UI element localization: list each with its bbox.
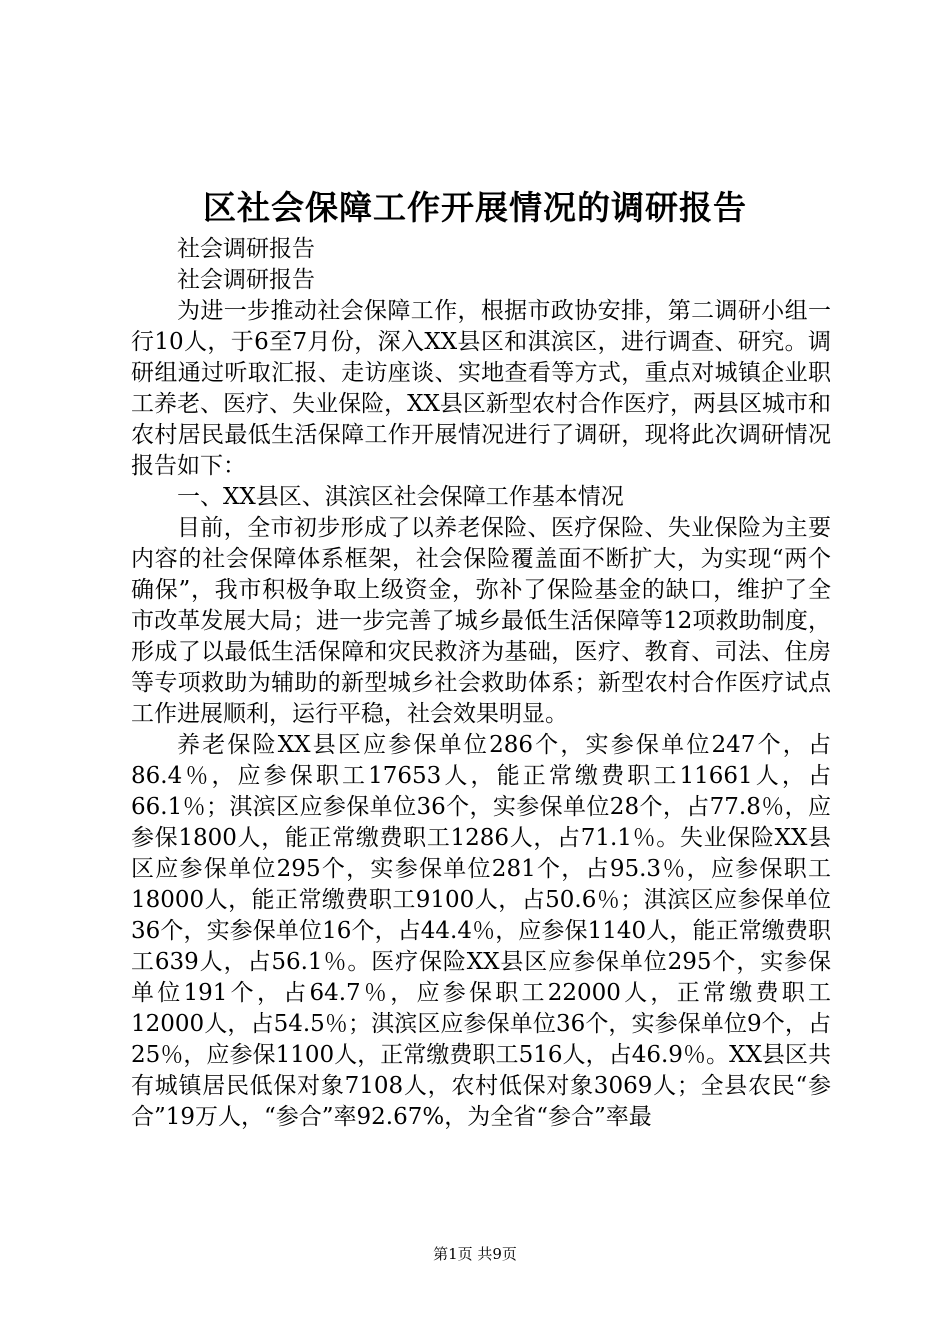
document-body bbox=[131, 234, 831, 1133]
overview-paragraph: 目前，全市初步形成了以养老保险、医疗保险、失业保险为主要内容的社会保障体系框架，社会保险覆盖面不断扩大，为实现“两个确保”，我市积极争取上级资金，弥补了保险基金的缺口，维护了全市改革发展大局；进一步完善了城乡最低生活保障等12项救助制度，形成了以最低生活保障和灾民救济为基础，医疗、教育、司法、住房等专项救助为辅助的新型城乡社会救助体系；新型农村合作医疗试点工作进展顺利，运行平稳，社会效果明显。 bbox=[131, 515, 831, 727]
page-number-footer: 第1页 共9页 bbox=[433, 1245, 517, 1263]
subtitle-line-1: 社会调研报告 bbox=[177, 236, 315, 262]
section-heading-1: 一、XX县区、淇滨区社会保障工作基本情况 bbox=[177, 484, 624, 510]
document-title: 区社会保障工作开展情况的调研报告 bbox=[203, 188, 747, 227]
intro-paragraph: 为进一步推动社会保障工作，根据市政协安排，第二调研小组一行10人，于6至7月份，深入XX县区和淇滨区，进行调查、研究。调研组通过听取汇报、走访座谈、实地查看等方式，重点对城镇企业职工养老、医疗、失业保险，XX县区新型农村合作医疗，两县区城市和农村居民最低生活保障工作开展情况进行了调研，现将此次调研情况报告如下： bbox=[131, 298, 831, 479]
subtitle-line-2: 社会调研报告 bbox=[177, 267, 315, 293]
statistics-paragraph: 养老保险XX县区应参保单位286个，实参保单位247个，占86.4％，应参保职工17653人，能正常缴费职工11661人，占66.1％；淇滨区应参保单位36个，实参保单位28个，占77.8％，应参保1800人，能正常缴费职工1286人，占71.1％。失业保险XX县区应参保单位295个，实参保单位281个，占95.3％，应参保职工18000人，能正常缴费职工9100人，占50.6％；淇滨区应参保单位36个，实参保单位16个，占44.4％，应参保1140人，能正常缴费职工639人，占56.1％。医疗保险XX县区应参保单位295个，实参保单位191个，占64.7％，应参保职工22000人，正常缴费职工12000人，占54.5％；淇滨区应参保单位36个，实参保单位9个，占25％，应参保1100人，正常缴费职工516人，占46.9％。XX县区共有城镇居民低保对象7108人，农村低保对象3069人；全县农民“参合”19万人，“参合”率92.67%，为全省“参合”率最 bbox=[131, 732, 831, 1130]
